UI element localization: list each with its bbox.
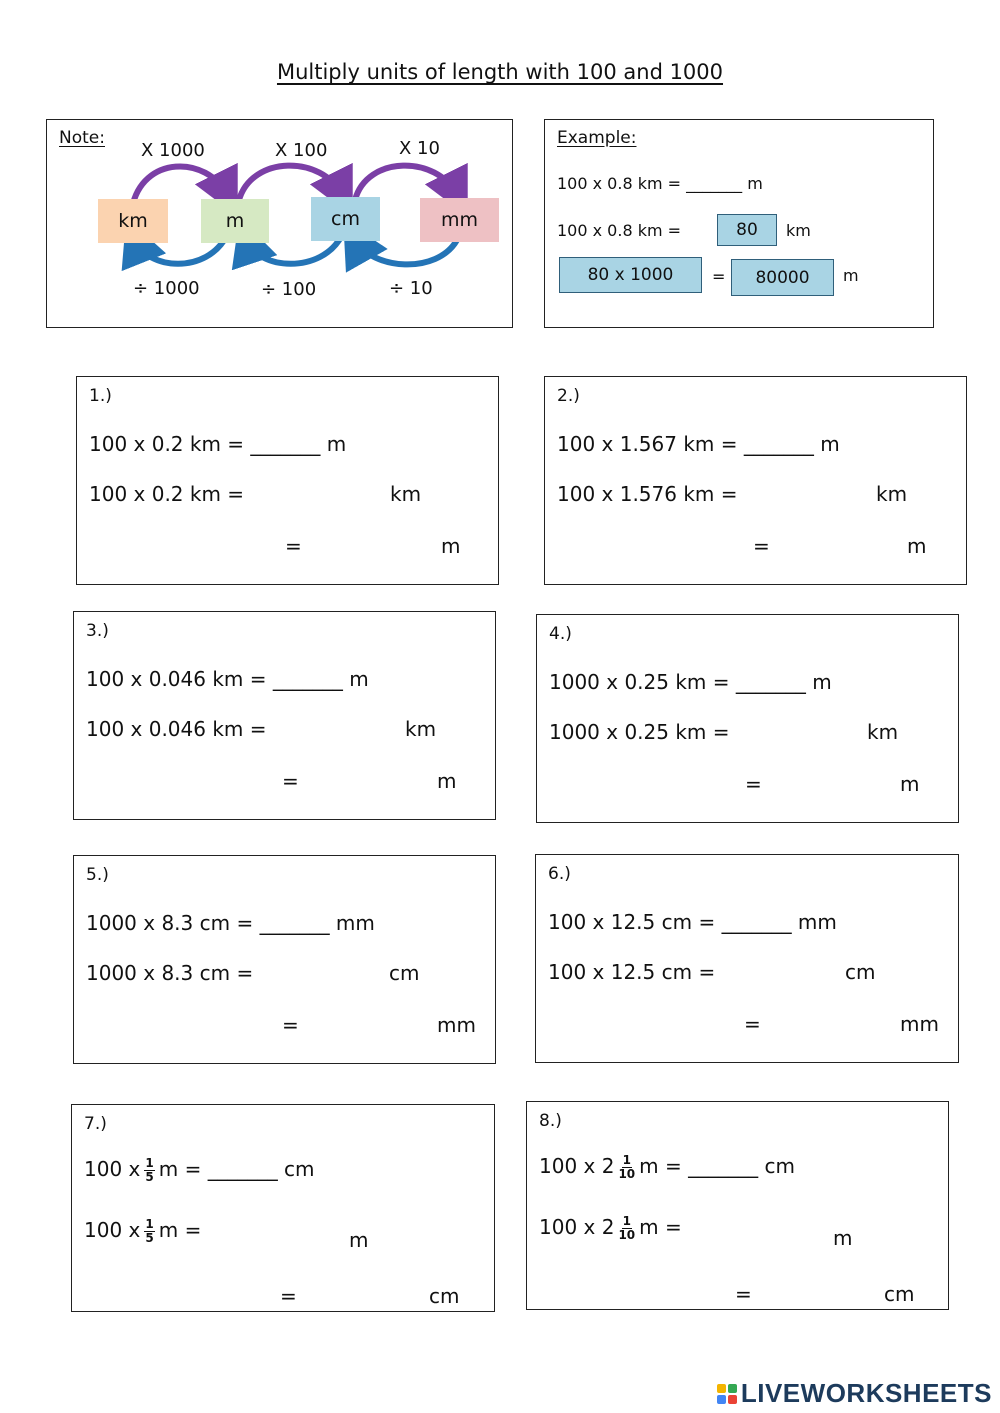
fraction: $\frac{1}{10}$ — [618, 1153, 636, 1181]
question-line-2: 100 x 0.2 km = — [89, 482, 245, 506]
note-label: Note: — [59, 128, 105, 148]
example-line-2-unit: km — [786, 221, 811, 240]
question-line-2: 1000 x 0.25 km = — [549, 720, 730, 744]
question-line-1: 100 x 0.046 km = _______ m — [86, 667, 369, 691]
question-box-8 — [526, 1101, 949, 1310]
question-unit-2: cm — [884, 1282, 915, 1306]
question-eq: = — [282, 1013, 299, 1037]
example-result-box: 80000 — [731, 259, 834, 296]
fraction: $\frac{1}{10}$ — [618, 1214, 636, 1242]
example-calc-box: 80 x 1000 — [559, 257, 702, 293]
multiplier-100: X 100 — [275, 140, 328, 161]
question-unit-1: cm — [389, 961, 420, 985]
question-unit-1: cm — [845, 960, 876, 984]
question-line-2: 100 x 0.046 km = — [86, 717, 267, 741]
divider-1000: ÷ 1000 — [133, 278, 200, 299]
question-number: 1.) — [89, 386, 112, 406]
example-line-3-unit: m — [843, 266, 859, 285]
brand-name: LIVEWORKSHEETS — [740, 1378, 992, 1408]
unit-m: m — [201, 199, 269, 243]
question-unit-1: m — [833, 1226, 853, 1250]
example-line-1: 100 x 0.8 km = _______ m — [557, 174, 763, 193]
question-line-2: 100 x $\frac{1}{5}$ m = — [84, 1217, 202, 1245]
divider-10: ÷ 10 — [389, 278, 433, 299]
question-box-7 — [71, 1104, 495, 1312]
question-line-1: 1000 x 0.25 km = _______ m — [549, 670, 832, 694]
question-number: 2.) — [557, 386, 580, 406]
question-line-2: 100 x 1.576 km = — [557, 482, 738, 506]
note-box — [46, 119, 513, 328]
fraction: $\frac{1}{5}$ — [145, 1156, 154, 1184]
question-box-4 — [536, 614, 959, 823]
example-line-3-eq: = — [712, 267, 726, 286]
question-line-1: 1000 x 8.3 cm = _______ mm — [86, 911, 375, 935]
arrow-mm-to-cm — [355, 240, 457, 264]
question-line-1: 100 x 0.2 km = _______ m — [89, 432, 347, 456]
liveworksheets-logo — [717, 1378, 992, 1409]
question-eq: = — [753, 534, 770, 558]
multiplier-10: X 10 — [399, 138, 440, 159]
question-unit-2: cm — [429, 1284, 460, 1308]
question-eq: = — [744, 1012, 761, 1036]
unit-mm: mm — [420, 198, 499, 242]
fraction: $\frac{1}{5}$ — [145, 1217, 154, 1245]
question-unit-2: mm — [437, 1013, 476, 1037]
logo-icon — [717, 1384, 737, 1404]
question-unit-1: km — [876, 482, 908, 506]
question-unit-2: m — [907, 534, 927, 558]
example-label: Example: — [557, 128, 637, 148]
question-unit-1: km — [390, 482, 422, 506]
question-line-1: 100 x 2 $\frac{1}{10}$ m = _______ cm — [539, 1153, 795, 1181]
question-eq: = — [745, 772, 762, 796]
divider-100: ÷ 100 — [261, 279, 317, 300]
question-number: 5.) — [86, 865, 109, 885]
question-eq: = — [735, 1282, 752, 1306]
question-number: 3.) — [86, 621, 109, 641]
question-unit-1: km — [405, 717, 437, 741]
question-box-1 — [76, 376, 499, 585]
example-line-2-left: 100 x 0.8 km = — [557, 221, 682, 240]
question-line-1: 100 x $\frac{1}{5}$ m = _______ cm — [84, 1156, 315, 1184]
question-eq: = — [285, 534, 302, 558]
question-eq: = — [280, 1284, 297, 1308]
unit-cm: cm — [311, 197, 380, 241]
example-answer-box: 80 — [717, 214, 777, 246]
question-box-2 — [544, 376, 967, 585]
arrow-m-to-cm — [239, 166, 342, 200]
question-line-2: 1000 x 8.3 cm = — [86, 961, 254, 985]
question-unit-2: m — [437, 769, 457, 793]
question-number: 6.) — [548, 864, 571, 884]
question-box-6 — [535, 854, 959, 1063]
question-unit-2: m — [900, 772, 920, 796]
question-unit-1: km — [867, 720, 899, 744]
question-number: 8.) — [539, 1111, 562, 1131]
arrow-cm-to-mm — [355, 166, 457, 200]
question-eq: = — [282, 769, 299, 793]
question-unit-2: m — [441, 534, 461, 558]
question-box-5 — [73, 855, 496, 1064]
question-number: 4.) — [549, 624, 572, 644]
multiplier-1000: X 1000 — [141, 140, 205, 161]
question-line-1: 100 x 12.5 cm = _______ mm — [548, 910, 837, 934]
question-line-2: 100 x 12.5 cm = — [548, 960, 716, 984]
question-line-2: 100 x 2 $\frac{1}{10}$ m = — [539, 1214, 682, 1242]
question-line-1: 100 x 1.567 km = _______ m — [557, 432, 840, 456]
question-unit-1: m — [349, 1228, 369, 1252]
question-box-3 — [73, 611, 496, 820]
question-number: 7.) — [84, 1114, 107, 1134]
example-box — [544, 119, 934, 328]
unit-km: km — [98, 199, 168, 243]
question-unit-2: mm — [900, 1012, 939, 1036]
page-title: Multiply units of length with 100 and 1000 — [276, 60, 724, 84]
